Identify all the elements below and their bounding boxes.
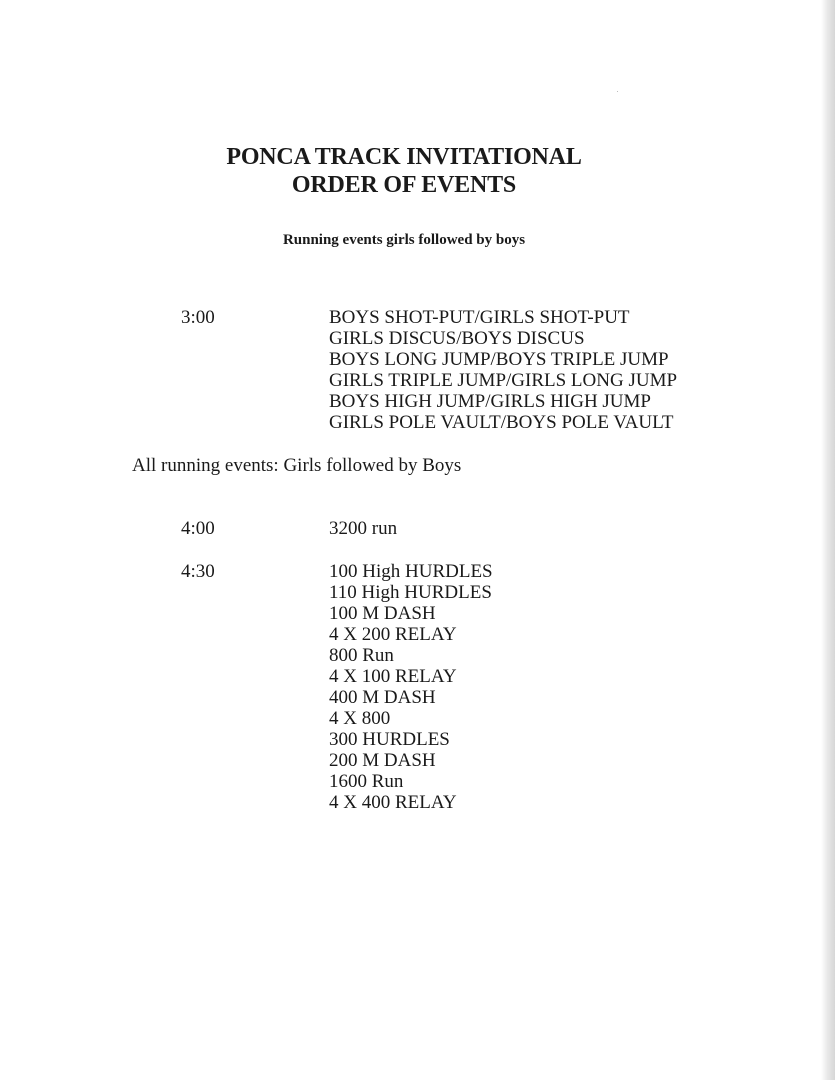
event-item: 100 High HURDLES — [329, 561, 493, 582]
event-item: BOYS SHOT-PUT/GIRLS SHOT-PUT — [329, 307, 630, 328]
event-item: 4 X 200 RELAY — [329, 624, 457, 645]
event-item: BOYS HIGH JUMP/GIRLS HIGH JUMP — [329, 391, 651, 412]
event-item: 4 X 100 RELAY — [329, 666, 457, 687]
session-event-list-4-30 — [329, 561, 493, 813]
document-title-line-2: ORDER OF EVENTS — [291, 172, 517, 198]
event-item: 300 HURDLES — [329, 729, 450, 750]
session-time-4-00: 4:00 — [181, 518, 215, 539]
scan-speck — [617, 91, 618, 92]
document-title-line-1: PONCA TRACK INVITATIONAL — [226, 144, 582, 170]
event-item: BOYS LONG JUMP/BOYS TRIPLE JUMP — [329, 349, 669, 370]
event-item: GIRLS POLE VAULT/BOYS POLE VAULT — [329, 412, 674, 433]
event-item: GIRLS TRIPLE JUMP/GIRLS LONG JUMP — [329, 370, 678, 391]
event-item: 1600 Run — [329, 771, 404, 792]
event-item: 100 M DASH — [329, 603, 436, 624]
event-item: 4 X 400 RELAY — [329, 792, 457, 813]
event-item: 400 M DASH — [329, 687, 436, 708]
document-subtitle: Running events girls followed by boys — [282, 232, 526, 248]
running-events-note: All running events: Girls followed by Boys — [132, 455, 462, 476]
event-item: 200 M DASH — [329, 750, 436, 771]
session-event-list-3-00 — [329, 307, 677, 433]
session-time-3-00: 3:00 — [181, 307, 215, 328]
event-item: 800 Run — [329, 645, 394, 666]
session-time-4-30: 4:30 — [181, 561, 215, 582]
session-event-list-4-00 — [329, 518, 397, 539]
event-item: 110 High HURDLES — [329, 582, 492, 603]
event-item: GIRLS DISCUS/BOYS DISCUS — [329, 328, 585, 349]
scanned-page-edge — [821, 0, 835, 1080]
event-item: 4 X 800 — [329, 708, 391, 729]
event-item: 3200 run — [329, 518, 398, 539]
